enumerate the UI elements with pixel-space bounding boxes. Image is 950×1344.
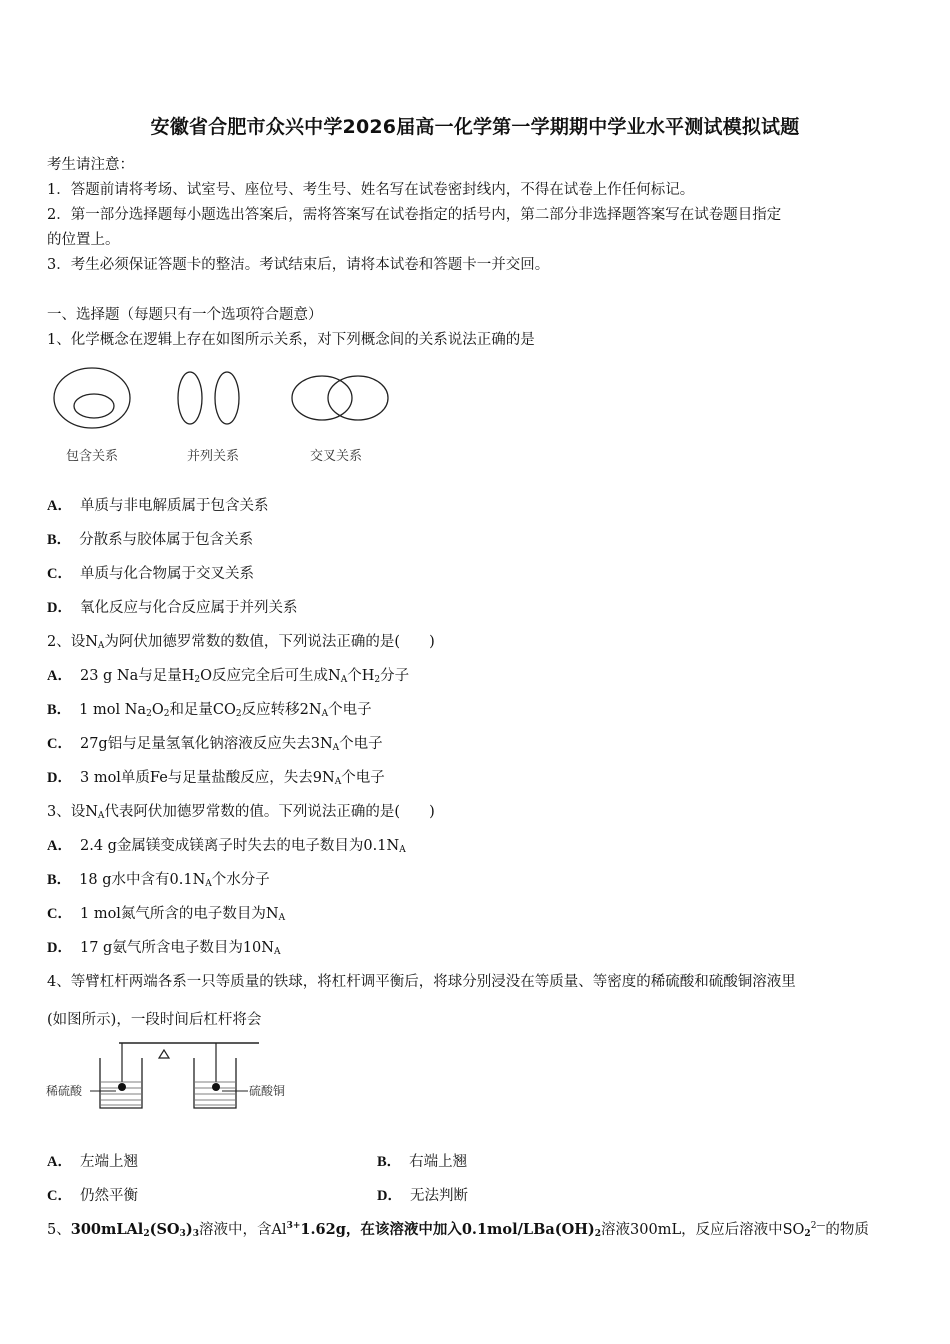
q1-stem: 1、化学概念在逻辑上存在如图所示关系，对下列概念间的关系说法正确的是 <box>47 332 535 348</box>
q2-stem: 2、设$N_A$为阿伏加德罗常数的数值，下列说法正确的是( ) <box>47 634 435 651</box>
fig-label-inclusion: 包含关系 <box>66 449 119 464</box>
q1-option-a[interactable]: A． 单质与非电解质属于包含关系 <box>47 498 269 514</box>
intersect-right-ellipse <box>328 376 388 420</box>
left-iron-ball <box>118 1083 126 1091</box>
parallel-right-ellipse <box>215 372 239 424</box>
q1-concept-diagram <box>40 360 410 470</box>
notice-item-2-cont: 的位置上。 <box>47 232 120 248</box>
fig-label-parallel: 并列关系 <box>187 449 240 464</box>
notice-heading: 考生请注意： <box>47 157 134 173</box>
fulcrum-icon <box>159 1050 169 1058</box>
q4-option-c[interactable]: C． 仍然平衡 <box>47 1188 138 1204</box>
q2-option-c[interactable]: C． 27g铝与足量氢氧化钠溶液反应失去$3N_A$个电子 <box>47 736 383 753</box>
q4-option-d[interactable]: D． 无法判断 <box>377 1188 468 1204</box>
q4-option-a[interactable]: A． 左端上翘 <box>47 1154 138 1170</box>
parallel-left-ellipse <box>178 372 202 424</box>
notice-item-3: 3．考生必须保证答题卡的整洁。考试结束后，请将本试卷和答题卡一并交回。 <box>47 257 550 273</box>
q4-stem-line2: (如图所示)，一段时间后杠杆将会 <box>47 1012 262 1028</box>
intersect-left-ellipse <box>292 376 352 420</box>
q3-option-a[interactable]: A． 2.4 g金属镁变成镁离子时失去的电子数目为$0.1N_A$ <box>47 838 406 855</box>
notice-item-2: 2．第一部分选择题每小题选出答案后，需将答案写在试卷指定的括号内，第二部分非选择题答案写在试卷题目指定 <box>47 207 782 223</box>
q2-option-a[interactable]: A． 23 g Na与足量$H_2O$反应完全后可生成$N_A$个$H_2$分子 <box>47 668 410 685</box>
q4-option-b[interactable]: B． 右端上翘 <box>377 1154 468 1170</box>
q4-lever-diagram <box>44 1036 304 1116</box>
q1-option-b[interactable]: B． 分散系与胶体属于包含关系 <box>47 532 254 548</box>
fig-label-intersect: 交叉关系 <box>310 449 363 464</box>
page-title: 安徽省合肥市众兴中学2026届高一化学第一学期期中学业水平测试模拟试题 <box>150 116 800 138</box>
right-iron-ball <box>212 1083 220 1091</box>
right-beaker <box>194 1058 236 1108</box>
q3-option-b[interactable]: B． 18 g水中含有$0.1N_A$个水分子 <box>47 872 270 889</box>
inclusion-inner-ellipse <box>74 394 114 418</box>
q3-stem: 3、设$N_A$代表阿伏加德罗常数的值。下列说法正确的是( ) <box>47 804 435 821</box>
section-heading: 一、选择题（每题只有一个选项符合题意） <box>47 307 323 323</box>
q1-option-d[interactable]: D． 氧化反应与化合反应属于并列关系 <box>47 600 298 616</box>
notice-item-1: 1．答题前请将考场、试室号、座位号、考生号、姓名写在试卷密封线内，不得在试卷上作任何标记。 <box>47 182 695 198</box>
fig-label-dilute-acid: 稀硫酸 <box>46 1084 83 1098</box>
fig-label-copper-sulfate: 硫酸铜 <box>249 1084 286 1098</box>
q1-option-c[interactable]: C． 单质与化合物属于交叉关系 <box>47 566 254 582</box>
q3-option-c[interactable]: C． 1 mol氮气所含的电子数目为$N_A$ <box>47 906 286 923</box>
q2-option-d[interactable]: D． 3 mol单质Fe与足量盐酸反应，失去$9N_A$个电子 <box>47 770 385 787</box>
q3-option-d[interactable]: D． 17 g氨气所含电子数目为$10N_A$ <box>47 940 281 957</box>
q4-stem-line1: 4、等臂杠杆两端各系一只等质量的铁球，将杠杆调平衡后，将球分别浸没在等质量、等密度的稀硫酸和硫酸铜溶液里 <box>47 974 796 990</box>
q5-stem: 5、$300mLAl_2(SO_3)_3$溶液中，含$Al^{3+}1.62g$，在该溶液中加入$0.1mol/LBa(OH)_2$溶液300mL，反应后溶液中$SO_2^{2—}$的物质 <box>47 1221 869 1239</box>
inclusion-outer-ellipse <box>54 368 130 428</box>
q2-option-b[interactable]: B． 1 mol $Na_2O_2$和足量$CO_2$反应转移$2N_A$个电子 <box>47 702 372 719</box>
left-beaker <box>100 1058 142 1108</box>
